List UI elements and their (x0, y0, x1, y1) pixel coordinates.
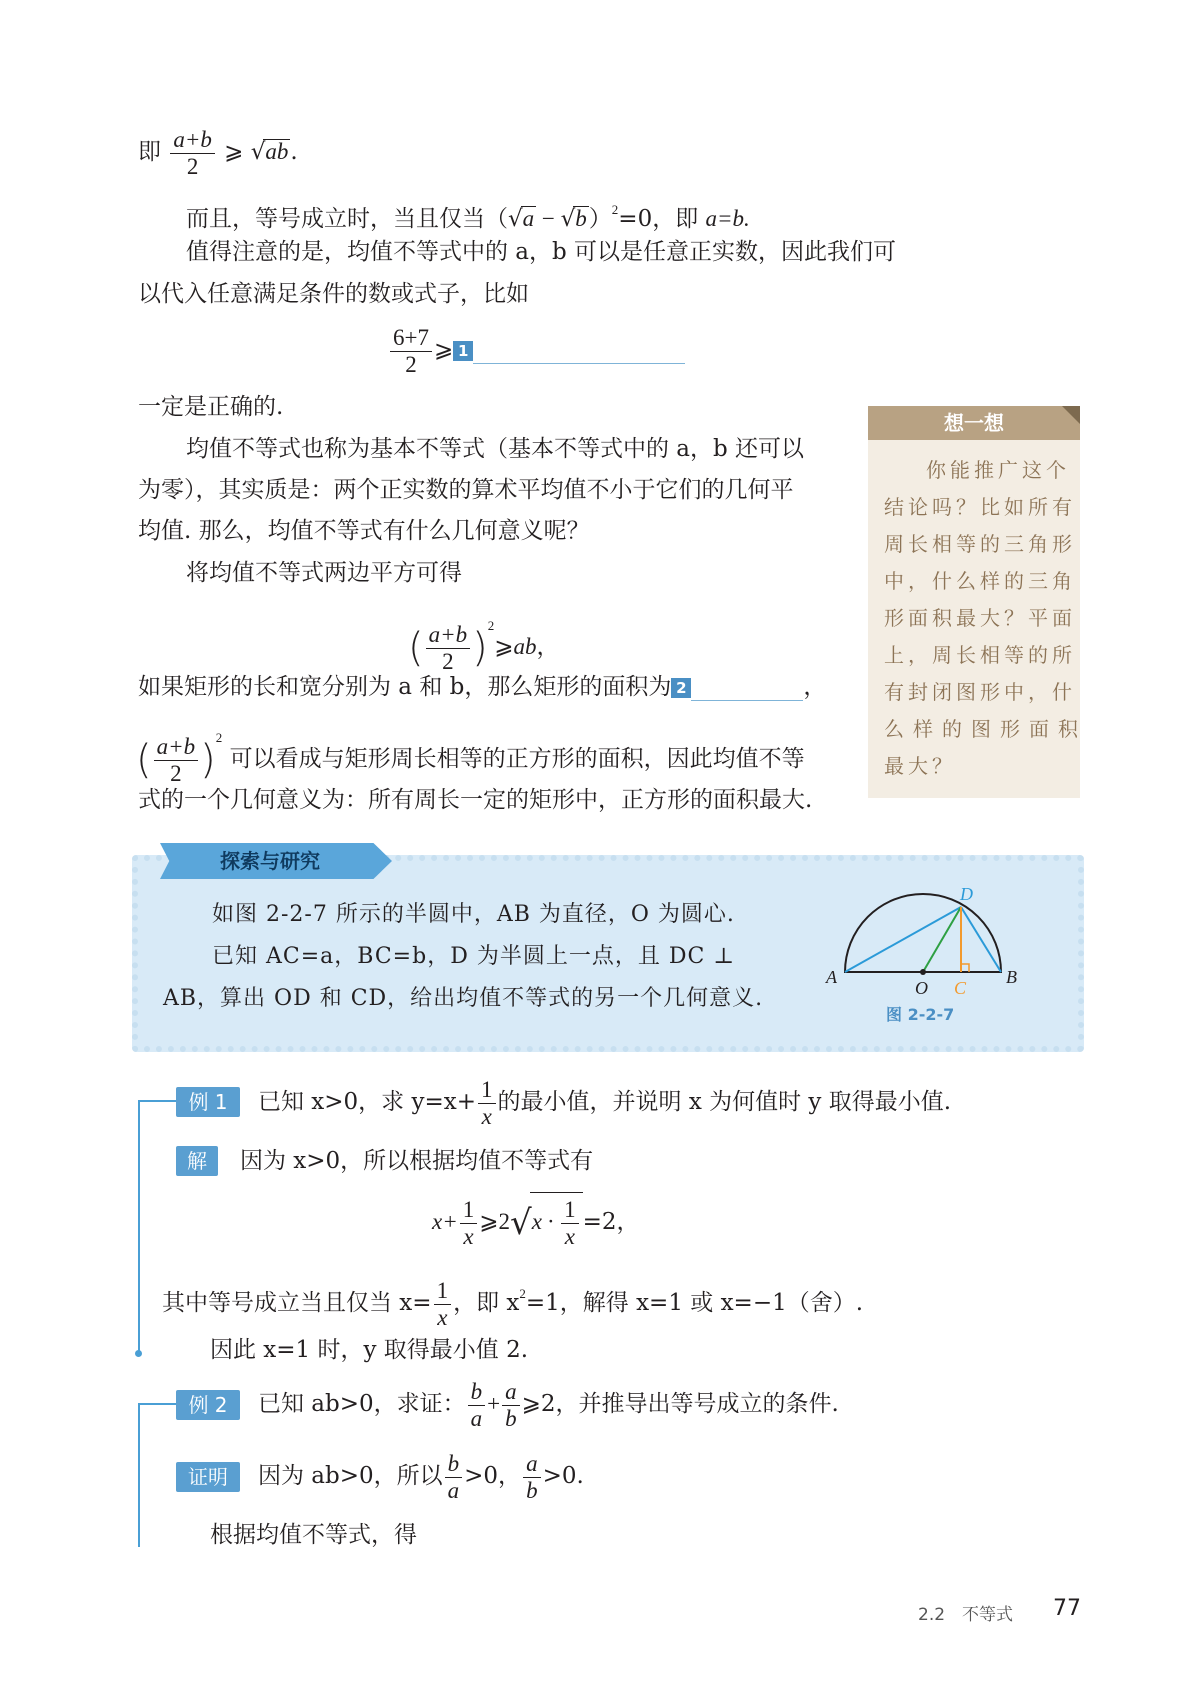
text-ji: 即 (138, 139, 161, 165)
think-line-3: 周长相等的三角形 (884, 532, 1076, 556)
think-line-5: 形面积最大？平面 (884, 606, 1076, 630)
example1-bracket-side (138, 1100, 140, 1352)
proof-1-end: >0. (542, 1463, 584, 1489)
fraction-1-over-x (434, 1278, 452, 1331)
label-C: C (954, 978, 967, 998)
fraction-1-over-x (561, 1197, 579, 1250)
sqrt-icon: √ (250, 139, 266, 165)
example1-tag: 例 1 (176, 1087, 240, 1117)
eq-left: x+ (432, 1209, 458, 1234)
sqrt-icon: √ (560, 206, 576, 232)
fraction-numerator: a (523, 1451, 541, 1478)
fraction-denominator: a (470, 1405, 483, 1431)
line-AD (845, 907, 961, 972)
fraction-a-over-b (502, 1379, 520, 1432)
think-line-2: 结论吗？比如所有 (884, 495, 1076, 519)
explore-title: 探索与研究 (220, 849, 320, 873)
example2-question (258, 1374, 839, 1434)
proof-line-1 (258, 1446, 584, 1506)
think-title-corner (1062, 406, 1080, 424)
period: . (290, 139, 298, 165)
think-box-title: 想一想 (868, 406, 1080, 440)
fraction-numerator: 1 (434, 1278, 452, 1305)
blank-number-1: 1 (453, 341, 473, 361)
geq-symbol: ⩾ (433, 337, 454, 362)
solution-2-suffix: ，即 x (453, 1290, 520, 1316)
example2-q-prefix: 已知 ab>0，求证： (258, 1391, 466, 1417)
explore-line-3: AB，算出 OD 和 CD，给出均值不等式的另一个几何意义. (163, 986, 764, 1011)
solution-line-1: 因为 x>0，所以根据均值不等式有 (240, 1148, 594, 1174)
semicircle-figure (820, 880, 1030, 1030)
figure-caption: 图 2-2-7 (886, 1005, 955, 1024)
paragraph-line-3: 值得注意的是，均值不等式中的 a，b 可以是任意正实数，因此我们可 (186, 239, 897, 265)
fraction-denominator: x (437, 1304, 448, 1330)
superscript: 2 (215, 730, 223, 745)
fraction-denominator: x (463, 1223, 474, 1249)
paragraph-line-8: 均值. 那么，均值不等式有什么几何意义呢？ (138, 518, 590, 544)
sqrt-icon: √ (508, 206, 523, 232)
sqrt-a: a (522, 206, 535, 231)
example1-question (258, 1072, 951, 1132)
superscript: 2 (519, 1286, 526, 1301)
think-line-1: 你能推广这个 (926, 458, 1070, 482)
example1-q-prefix: 已知 x>0，求 y=x+ (258, 1089, 477, 1115)
plus-sign: + (487, 1391, 501, 1416)
proof-1-prefix: 因为 ab>0，所以 (258, 1463, 443, 1489)
example2-q-suffix: ⩾2，并推导出等号成立的条件. (521, 1391, 839, 1417)
comma: ， (536, 634, 560, 660)
explore-line-1: 如图 2-2-7 所示的半圆中，AB 为直径，O 为圆心. (212, 902, 735, 927)
paragraph-line-10 (138, 672, 826, 702)
paragraph-line-6: 均值不等式也称为基本不等式（基本不等式中的 a，b 还可以 (186, 436, 805, 462)
example1-bracket-dot (135, 1350, 142, 1357)
think-line-6: 上，周长相等的所 (884, 643, 1076, 667)
sqrt-b: b (575, 206, 587, 231)
fraction-numerator: a (502, 1379, 520, 1406)
solution-line-2 (162, 1264, 863, 1333)
fraction-denominator: 2 (442, 648, 454, 674)
example-inequality (388, 320, 685, 380)
fraction-numerator: b (468, 1379, 486, 1406)
fraction-a-over-b (523, 1451, 541, 1504)
close-paren: ） (588, 206, 612, 232)
paragraph-text-11: 可以看成与矩形周长相等的正方形的面积，因此均值不等 (229, 746, 805, 772)
fill-blank-1[interactable] (473, 339, 685, 364)
page-number: 77 (1053, 1596, 1081, 1621)
equality-condition-line: 而且，等号成立时，当且仅当$(√a - √b)^2=0$，即 a=b. (186, 202, 750, 232)
label-O: O (915, 978, 928, 998)
example1-q-suffix: 的最小值，并说明 x 为何值时 y 取得最小值. (497, 1089, 952, 1115)
fraction-denominator: b (505, 1405, 517, 1431)
right-angle-mark (961, 964, 969, 972)
fraction-numerator: 1 (561, 1197, 579, 1224)
squared-inequality: ( $\frac{a+b}{2}$ )$^2$⩾ab， (408, 618, 560, 674)
solution-tag: 解 (176, 1146, 218, 1176)
fraction-denominator: 2 (170, 760, 182, 786)
fraction-1-over-x (478, 1077, 496, 1130)
solution-2-prefix: 其中等号成立当且仅当 x= (162, 1290, 432, 1316)
equality-text: 而且，等号成立时，当且仅当（ (186, 206, 508, 232)
fraction-numerator: 1 (478, 1077, 496, 1104)
rectangle-text: 如果矩形的长和宽分别为 a 和 b，那么矩形的面积为 (138, 674, 672, 700)
sqrt-icon: √ (510, 1203, 532, 1243)
solution-line-3: 因此 x=1 时，y 取得最小值 2. (210, 1337, 529, 1363)
geq-symbol: ⩾ (224, 139, 244, 164)
example2-bracket-side (138, 1403, 140, 1547)
explore-line-2: 已知 AC=a，BC=b，D 为半圆上一点，且 DC ⊥ (212, 944, 735, 969)
fraction-numerator: 1 (460, 1197, 478, 1224)
eq-inner: x · (531, 1209, 560, 1234)
example1-bracket-top (138, 1100, 178, 1102)
geq-symbol: ⩾ (494, 634, 514, 659)
fraction-b-over-a (468, 1379, 486, 1432)
think-line-4: 中，什么样的三角 (884, 569, 1076, 593)
solution-2-tail: =1，解得 x=1 或 x=−1（舍）. (525, 1290, 864, 1316)
ineq-line-1 (138, 122, 298, 182)
fraction-numerator: b (445, 1451, 463, 1478)
center-point-O (920, 969, 926, 975)
a-equals-b: a=b. (705, 206, 750, 231)
fraction-numerator: 6+7 (390, 325, 432, 352)
fraction-denominator: x (564, 1223, 576, 1249)
think-line-8: 么样的图形面积 (884, 717, 1087, 741)
fraction-6-plus-7-over-2 (390, 325, 432, 378)
equality-after: =0，即 (618, 206, 706, 232)
superscript: 2 (487, 618, 495, 633)
eq-right: =2， (582, 1209, 640, 1235)
fraction-denominator: 2 (405, 351, 417, 377)
eq-geq-2: ⩾2 (479, 1209, 511, 1234)
proof-line-2: 根据均值不等式，得 (210, 1522, 417, 1548)
label-D: D (960, 884, 973, 904)
sqrt-ab: ab (265, 139, 289, 164)
fraction-denominator: a (447, 1477, 460, 1503)
fraction-b-over-a (445, 1451, 463, 1504)
paragraph-line-12: 式的一个几何意义为：所有周长一定的矩形中，正方形的面积最大. (138, 787, 813, 813)
fraction-a-plus-b-over-2 (426, 622, 471, 675)
fraction-numerator: a+b (426, 622, 471, 649)
paragraph-line-7: 为零），其实质是：两个正实数的算术平均值不小于它们的几何平 (138, 477, 794, 503)
fill-blank-2[interactable] (691, 676, 803, 701)
fraction-numerator: a+b (170, 127, 215, 154)
comma: ， (803, 674, 827, 700)
fraction-denominator: x (481, 1103, 492, 1129)
blank-number-2: 2 (671, 678, 691, 698)
think-line-9: 最大？ (884, 754, 956, 778)
example2-tag: 例 2 (176, 1390, 240, 1420)
paragraph-line-4: 以代入任意满足条件的数或式子，比如 (138, 281, 529, 307)
fraction-a-plus-b-over-2 (154, 734, 199, 787)
example2-bracket-top (138, 1403, 178, 1405)
label-A: A (826, 967, 837, 987)
proof-1-mid: >0， (464, 1463, 522, 1489)
sqrt-expression (530, 1192, 583, 1251)
footer-section: 2.2 不等式 (918, 1605, 1014, 1625)
ab-term: ab (513, 634, 537, 659)
paragraph-line-9: 将均值不等式两边平方可得 (186, 560, 462, 586)
fraction-denominator: 2 (186, 153, 199, 179)
paragraph-line-5: 一定是正确的. (138, 394, 284, 420)
label-B: B (1006, 967, 1017, 987)
solution-equation (432, 1192, 640, 1253)
fraction-numerator: a+b (154, 734, 199, 761)
paragraph-line-11: ( $\frac{a+b}{2}$ )$^2$ 可以看成与矩形周长相等的正方形的面积，因此均值不等 (136, 730, 805, 786)
think-line-7: 有封闭图形中，什 (884, 680, 1076, 704)
fraction-denominator: b (526, 1477, 538, 1503)
superscript: 2 (611, 202, 619, 217)
proof-tag: 证明 (176, 1462, 240, 1492)
fraction-a-plus-b-over-2 (170, 127, 215, 180)
fraction-1-over-x (460, 1197, 478, 1250)
